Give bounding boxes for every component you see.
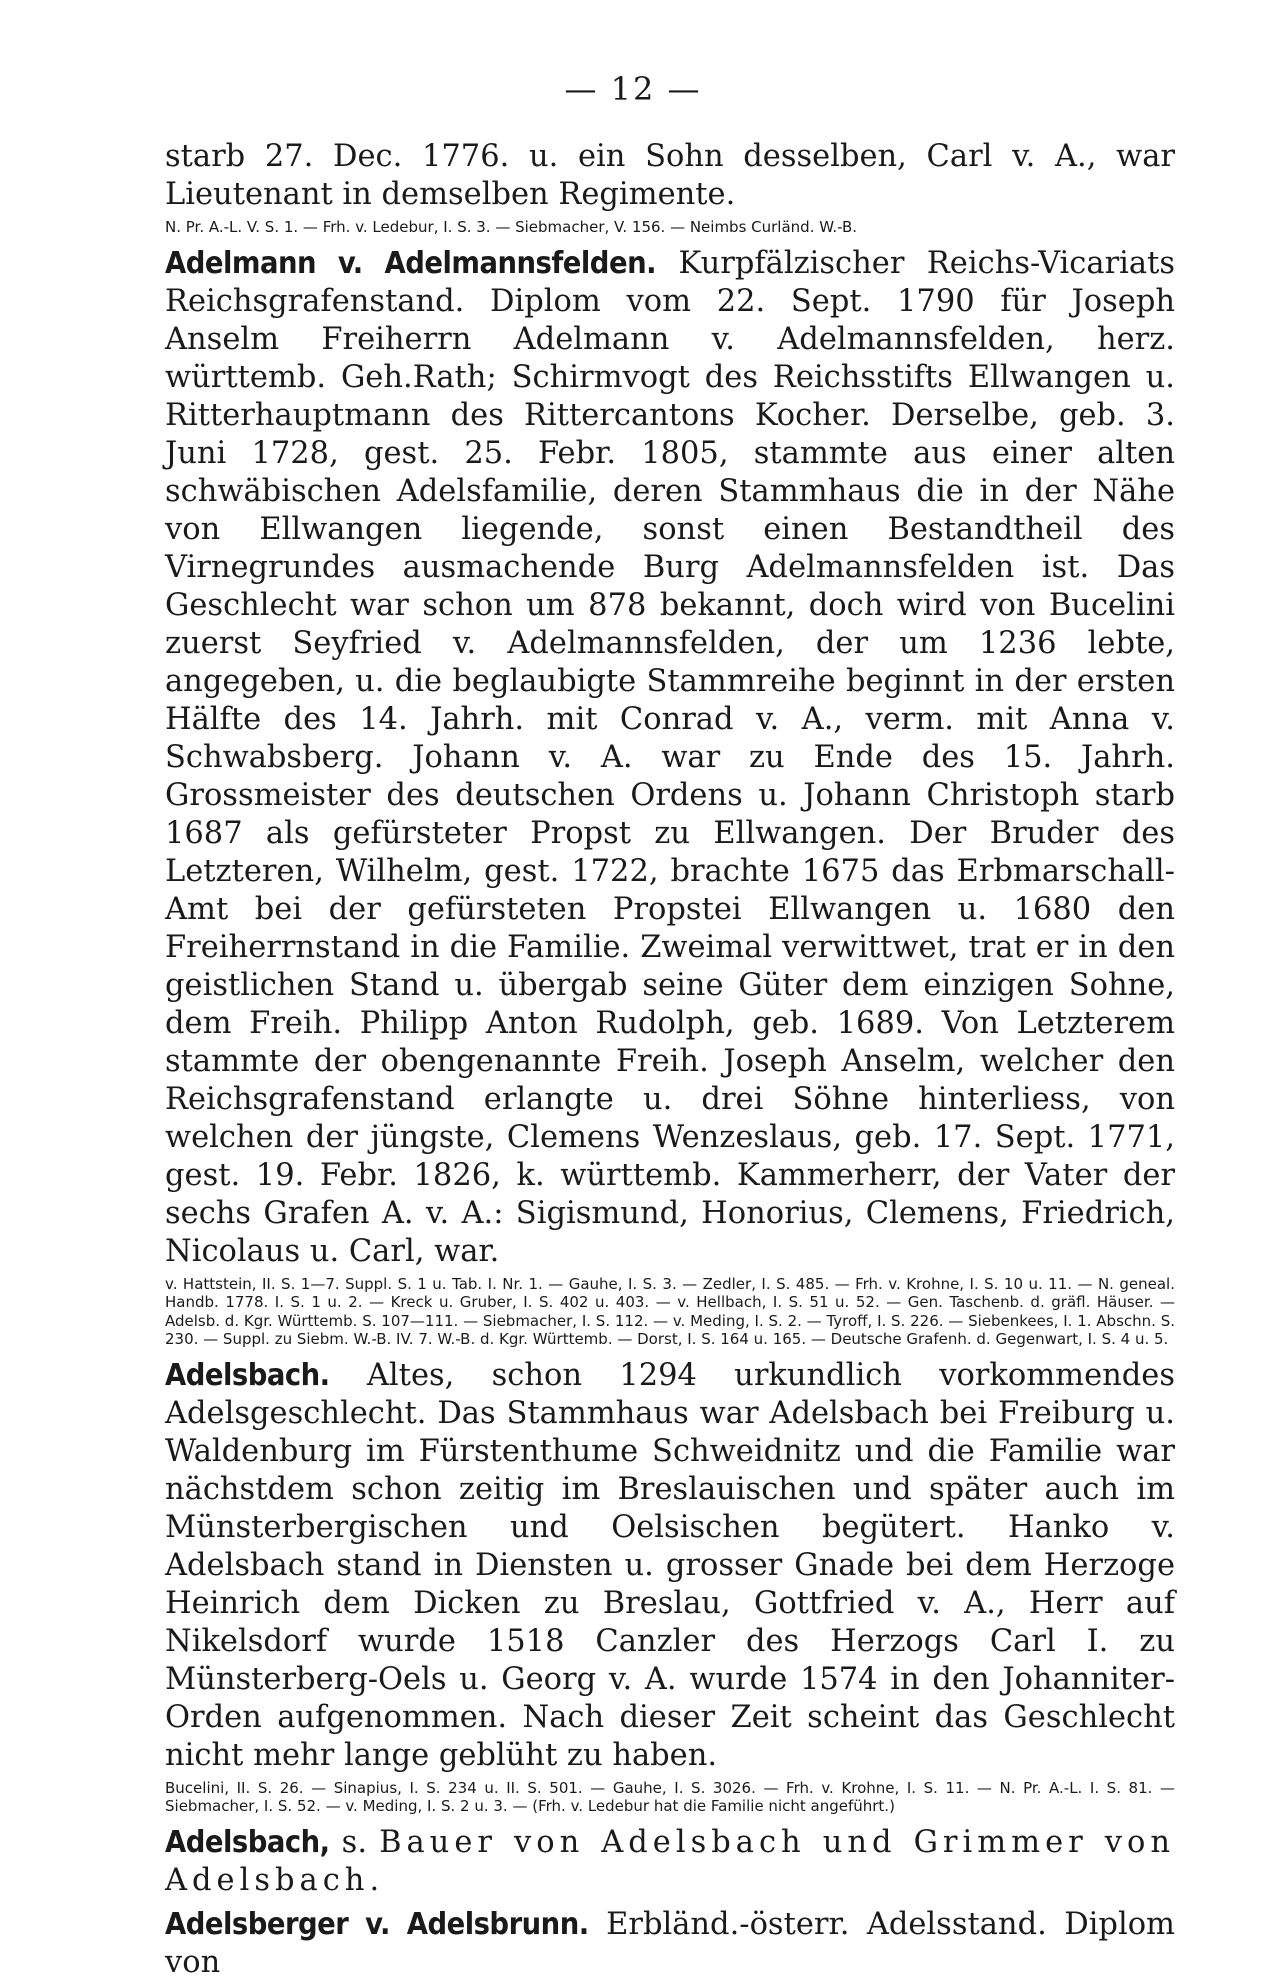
entry-adelsbach-crossref-heading: Adelsbach, — [165, 1824, 330, 1860]
entry-adelmann-references: v. Hattstein, II. S. 1—7. Suppl. S. 1 u. Tab. I. Nr. 1. — Gauhe, I. S. 3. — Zedler, I. S. 485. — Frh. v. Krohne, I. S. 10 u. 11. — N. geneal. Handb. 1778. I. S. 1 u. 2. — Kreck u. Gruber, I. S. 402 u. 403. — v. Hellbach, I. S. 51 u. 52. — Gen. Taschenb. d. gräfl. Häuser. — Adelsb. d. Kgr. Württemb. S. 107—111. — Siebmacher, I. S. 112. — v. Meding, I. S. 2. — Tyroff, I. S. 226. — Siebenkees, I. 1. Abschn. S. 230. — Suppl. zu Siebm. W.-B. IV. 7. W.-B. d. Kgr. Württemb. — Dorst, I. S. 164 u. 165. — Deutsche Grafenh. d. Gegenwart, I. S. 4 u. 5. — [165, 1274, 1175, 1348]
intro-references: N. Pr. A.-L. V. S. 1. — Frh. v. Ledebur, I. S. 3. — Siebmacher, V. 156. — Neimbs Curländ. W.-B. — [165, 218, 858, 236]
entry-adelmann-heading: Adelmann v. Adelmannsfelden. — [165, 245, 657, 281]
entry-adelsbach-crossref-text: Bauer von Adelsbach und Grimmer von Adelsbach. — [165, 1824, 1176, 1898]
entry-adelsbach — [165, 1357, 1175, 1775]
entry-adelsberger-heading: Adelsberger v. Adelsbrunn. — [165, 1906, 589, 1942]
page-content — [165, 138, 1175, 1982]
intro-text: starb 27. Dec. 1776. u. ein Sohn desselben, Carl v. A., war Lieutenant in demselben Regimente. — [165, 139, 1175, 212]
entry-adelsbach-references: Bucelini, II. S. 26. — Sinapius, I. S. 234 u. II. S. 501. — Gauhe, I. S. 3026. — Frh. v. Krohne, I. S. 11. — N. Pr. A.-L. I. S. 81. — Siebmacher, I. S. 52. — v. Meding, I. S. 2 u. 3. — (Frh. v. Ledebur hat die Familie nicht angeführt.) — [165, 1778, 1175, 1815]
entry-adelsberger-text: Erbländ.-österr. Adelsstand. Diplom von — [165, 1906, 1175, 1980]
entry-adelsbach-crossref — [165, 1824, 1175, 1900]
entry-adelmann — [165, 245, 1175, 1271]
entry-adelmann-text: Kurpfälzischer Reichs-Vicariats Reichsgrafenstand. Diplom vom 22. Sept. 1790 für Joseph Anselm Freiherrn Adelmann v. Adelmannsfelden, herz. württemb. Geh.Rath; Schirmvogt des Reichsstifts Ellwangen u. Ritterhauptmann des Rittercantons Kocher. Derselbe, geb. 3. Juni 1728, gest. 25. Febr. 1805, stammte aus einer alten schwäbischen Adelsfamilie, deren Stammhaus die in der Nähe von Ellwangen liegende, sonst einen Bestandtheil des Virnegrundes ausmachende Burg Adelmannsfelden ist. Das Geschlecht war schon um 878 bekannt, doch wird von Bucelini zuerst Seyfried v. Adelmannsfelden, der um 1236 lebte, angegeben, u. die beglaubigte Stammreihe beginnt in der ersten Hälfte des 14. Jahrh. mit Conrad v. A., verm. mit Anna v. Schwabsberg. Johann v. A. war zu Ende des 15. Jahrh. Grossmeister des deutschen Ordens u. Johann Christoph starb 1687 als gefürsteter Propst zu Ellwangen. Der Bruder des Letzteren, Wilhelm, gest. 1722, brachte 1675 das Erbmarschall-Amt bei der gefürsteten Propstei Ellwangen u. 1680 den Freiherrnstand in die Familie. Zweimal verwittwet, trat er in den geistlichen Stand u. übergab seine Güter dem einzigen Sohne, dem Freih. Philipp Anton Rudolph, geb. 1689. Von Letzterem stammte der obengenannte Freih. Joseph Anselm, welcher den Reichsgrafenstand erlangte u. drei Söhne hinterliess, von welchen der jüngste, Clemens Wenzeslaus, geb. 17. Sept. 1771, gest. 19. Febr. 1826, k. württemb. Kammerherr, der Vater der sechs Grafen A. v. A.: Sigismund, Honorius, Clemens, Friedrich, Nicolaus u. Carl, war. — [165, 245, 1176, 1269]
page-number: — 12 — — [564, 70, 702, 108]
entry-adelsbach-heading: Adelsbach. — [165, 1357, 330, 1393]
entry-adelsbach-crossref-prefix: s. — [341, 1824, 368, 1860]
entry-adelsbach-text: Altes, schon 1294 urkundlich vorkommendes Adelsgeschlecht. Das Stammhaus war Adelsbach bei Freiburg u. Waldenburg im Fürstenthume Schweidnitz und die Familie war nächstdem schon zeitig im Breslauischen und später auch im Münsterbergischen und Oelsischen begütert. Hanko v. Adelsbach stand in Diensten u. grosser Gnade bei dem Herzoge Heinrich dem Dicken zu Breslau, Gottfried v. A., Herr auf Nikelsdorf wurde 1518 Canzler des Herzogs Carl I. zu Münsterberg-Oels u. Georg v. A. wurde 1574 in den Johanniter-Orden aufgenommen. Nach dieser Zeit scheint das Geschlecht nicht mehr lange geblüht zu haben. — [165, 1357, 1175, 1773]
